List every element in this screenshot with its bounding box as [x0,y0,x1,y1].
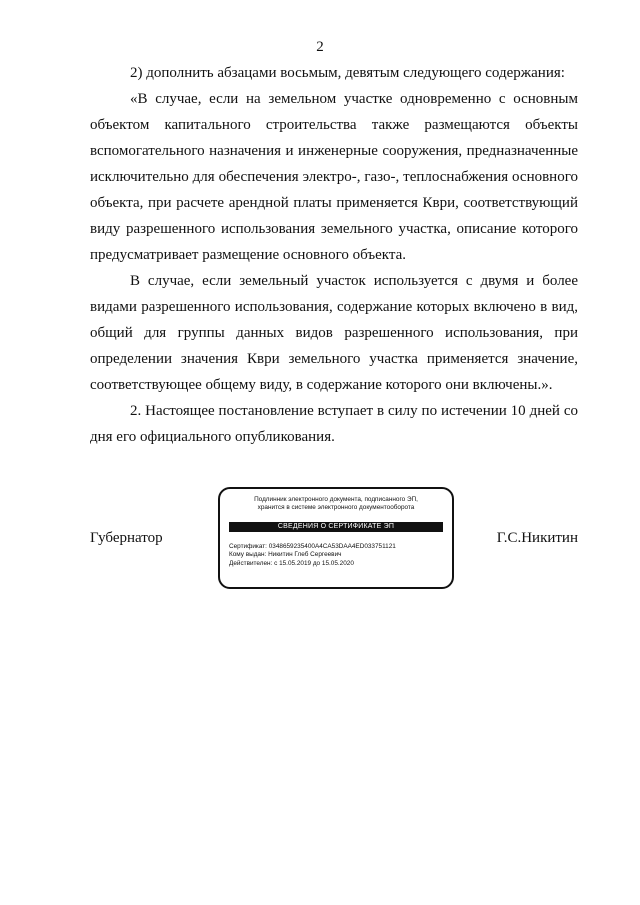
paragraph-effective-date: 2. Настоящее постановление вступает в силу по истечении 10 дней со дня его официального опубликования. [90,403,578,445]
paragraph-amendment-intro: 2) дополнить абзацами восьмым, девятым следующего содержания: [130,65,565,81]
document-body [90,60,578,450]
signature-block [90,487,578,593]
paragraph-eighth-clause: «В случае, если на земельном участке одновременно с основным объектом капитального строительства также размещаются объекты вспомогательного назначения и инженерные сооружения, предназначенные исключительно для обеспечения электро-, газо-, теплоснабжения основного объекта, при расчете арендной платы применяется Кври, соответствующий виду разрешенного использования земельного участка, описание которого предусматривает размещение основного объекта. [90,91,578,263]
stamp-header: СВЕДЕНИЯ О СЕРТИФИКАТЕ ЭП [229,522,443,532]
signer-position: Губернатор [90,530,163,546]
stamp-details [229,543,446,568]
stamp-caption [226,496,446,512]
certificate-validity: Действителен: с 15.05.2019 до 15.05.2020 [229,559,354,567]
stamp-caption-line: Подлинник электронного документа, подписанного ЭП, [254,496,418,503]
paragraph-ninth-clause: В случае, если земельный участок используется с двумя и более видами разрешенного использования, содержание которых включено в вид, общий для группы данных видов разрешенного использования, при определении значения Кври земельного участка применяется значение, соответствующее общему виду, в содержание которого они включены.». [90,273,578,393]
signer-name: Г.С.Никитин [496,530,578,546]
digital-signature-stamp [218,487,454,589]
stamp-caption-line: хранится в системе электронного документооборота [257,504,415,511]
certificate-owner: Кому выдан: Никитин Глеб Сергеевич [229,551,342,559]
page-number: 2 [316,39,324,55]
certificate-serial: Сертификат: 0348659235400A4CA53DAA4ED033751121 [229,543,396,550]
